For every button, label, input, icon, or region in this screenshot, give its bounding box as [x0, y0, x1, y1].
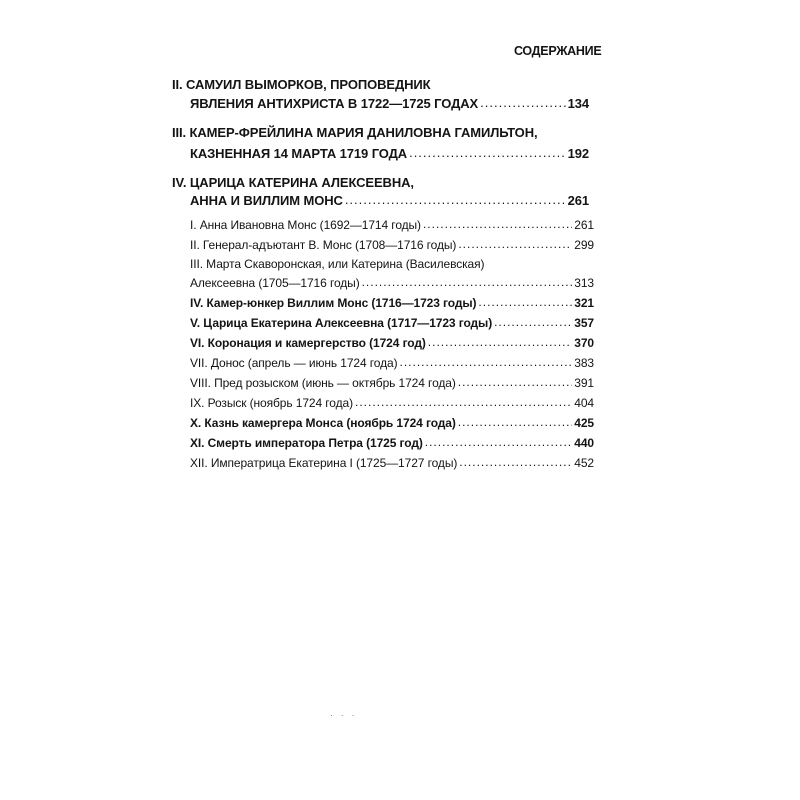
toc-subsection-title: I. Анна Ивановна Монс (1692—1714 годы) [190, 218, 421, 232]
dot-leader [409, 145, 566, 158]
toc-section-line1: III. КАМЕР-ФРЕЙЛИНА МАРИЯ ДАНИЛОВНА ГАМИЛЬТОН, [172, 125, 538, 140]
toc-section-entry [190, 192, 589, 208]
page-number: 404 [574, 396, 594, 410]
dot-leader [362, 275, 573, 287]
page-number: 134 [567, 96, 589, 111]
dot-leader [458, 237, 572, 249]
toc-subsection-entry [190, 435, 594, 450]
toc-subsection-entry [190, 355, 594, 370]
toc-subsection-entry [190, 415, 594, 430]
toc-subsection-title: VII. Донос (апрель — июнь 1724 года) [190, 356, 398, 370]
toc-subsection-title: VI. Коронация и камергерство (1724 год) [190, 336, 426, 350]
toc-subsection-title: V. Царица Екатерина Алексеевна (1717—1723 годы) [190, 316, 493, 330]
page-header: СОДЕРЖАНИЕ [514, 44, 602, 58]
dot-leader [400, 355, 573, 367]
toc-section-title [172, 175, 414, 190]
toc-subsection-entry [190, 455, 594, 470]
dot-leader [355, 395, 572, 407]
toc-section-line1: II. САМУИЛ ВЫМОРКОВ, ПРОПОВЕДНИК [172, 77, 431, 92]
toc-subsection-title: II. Генерал-адъютант В. Монс (1708—1716 годы) [190, 238, 457, 252]
toc-subsection-title-line1 [190, 257, 484, 271]
dot-leader [423, 217, 572, 229]
page-number: 440 [574, 436, 594, 450]
page-number: 383 [574, 356, 594, 370]
toc-subsection-title: IV. Камер-юнкер Виллим Монс (1716—1723 годы) [190, 296, 477, 310]
toc-subsection-entry [190, 237, 594, 252]
toc-section-title [172, 77, 430, 92]
dot-leader [478, 295, 572, 307]
toc-section-line2: ЯВЛЕНИЯ АНТИХРИСТА В 1722—1725 ГОДАХ [190, 96, 479, 111]
toc-subsection-title-line2: Алексеевна (1705—1716 годы) [190, 276, 360, 290]
toc-subsection-entry [190, 295, 594, 310]
page-number: 357 [574, 316, 594, 330]
toc-section-entry [190, 95, 589, 111]
toc-subsection-entry [190, 335, 594, 350]
toc-subsection-entry [190, 217, 594, 232]
dot-leader [459, 455, 572, 467]
toc-section-title [172, 125, 538, 140]
page-number: 261 [567, 193, 589, 208]
toc-section-line2: АННА И ВИЛЛИМ МОНС [190, 193, 343, 208]
page-number: 313 [574, 276, 594, 290]
toc-subsection-title: X. Казнь камергера Монса (ноябрь 1724 года) [190, 416, 456, 430]
page-number: 391 [574, 376, 594, 390]
page-number: 452 [574, 456, 594, 470]
print-artifact-dots: · · · [330, 711, 358, 720]
page-number: 321 [574, 296, 594, 310]
dot-leader [480, 95, 565, 108]
toc-subsection-entry [190, 315, 594, 330]
toc-section-line1: IV. ЦАРИЦА КАТЕРИНА АЛЕКСЕЕВНА, [172, 175, 414, 190]
toc-section-entry [190, 145, 589, 161]
dot-leader [425, 435, 573, 447]
toc-subsection-entry [190, 275, 594, 290]
dot-leader [458, 375, 573, 387]
toc-subsection-title: VIII. Пред розыском (июнь — октябрь 1724 года) [190, 376, 456, 390]
toc-subsection-entry [190, 375, 594, 390]
toc-subsection-title: XII. Императрица Екатерина I (1725—1727 годы) [190, 456, 458, 470]
dot-leader [494, 315, 572, 327]
page-number: 370 [574, 336, 594, 350]
page-number: 425 [574, 416, 594, 430]
page-number: 192 [567, 146, 589, 161]
page-number: 299 [574, 238, 594, 252]
dot-leader [428, 335, 572, 347]
toc-subsection-title: XI. Смерть императора Петра (1725 год) [190, 436, 423, 450]
toc-subsection-title: IX. Розыск (ноябрь 1724 года) [190, 396, 353, 410]
toc-subsection-entry [190, 395, 594, 410]
toc-section-line2: КАЗНЕННАЯ 14 МАРТА 1719 ГОДА [190, 146, 408, 161]
page-number: 261 [574, 218, 594, 232]
dot-leader [458, 415, 573, 427]
toc-subsection-title: III. Марта Скаворонская, или Катерина (Василевская) [190, 257, 485, 271]
dot-leader [345, 192, 566, 205]
